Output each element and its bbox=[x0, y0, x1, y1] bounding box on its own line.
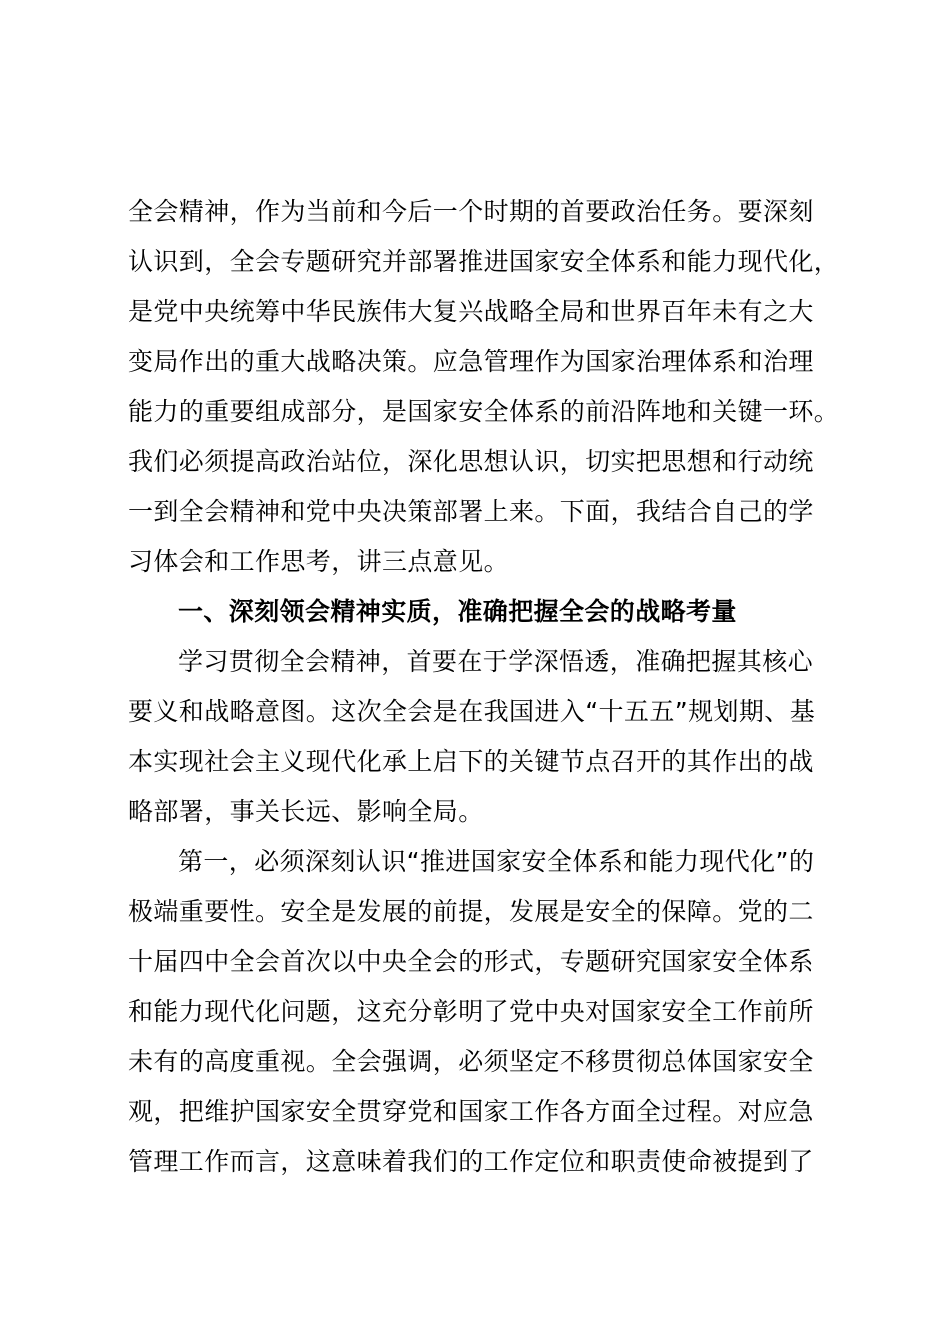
paragraph-line: 全会精神，作为当前和今后一个时期的首要政治任务。要深刻 bbox=[128, 197, 814, 226]
paragraph-line: 学习贯彻全会精神，首要在于学深悟透，准确把握其核心 bbox=[178, 647, 814, 676]
paragraph-line: 能力的重要组成部分，是国家安全体系的前沿阵地和关键一环。 bbox=[128, 397, 840, 426]
paragraph-line: 认识到，全会专题研究并部署推进国家安全体系和能力现代化， bbox=[128, 247, 840, 276]
paragraph-line: 极端重要性。安全是发展的前提，发展是安全的保障。党的二 bbox=[128, 897, 814, 926]
paragraph-line: 本实现社会主义现代化承上启下的关键节点召开的其作出的战 bbox=[128, 747, 814, 776]
paragraph-line: 十届四中全会首次以中央全会的形式，专题研究国家安全体系 bbox=[128, 947, 814, 976]
paragraph-line: 我们必须提高政治站位，深化思想认识，切实把思想和行动统 bbox=[128, 447, 814, 476]
paragraph-line: 习体会和工作思考，讲三点意见。 bbox=[128, 547, 510, 576]
paragraph-line: 第一，必须深刻认识“推进国家安全体系和能力现代化”的 bbox=[178, 847, 815, 876]
paragraph-line: 管理工作而言，这意味着我们的工作定位和职责使命被提到了 bbox=[128, 1147, 814, 1176]
paragraph-line: 略部署，事关长远、影响全局。 bbox=[128, 797, 484, 826]
paragraph-line: 变局作出的重大战略决策。应急管理作为国家治理体系和治理 bbox=[128, 347, 814, 376]
paragraph-line: 一到全会精神和党中央决策部署上来。下面，我结合自己的学 bbox=[128, 497, 814, 526]
section-heading: 一、深刻领会精神实质，准确把握全会的战略考量 bbox=[178, 597, 737, 626]
paragraph-line: 和能力现代化问题，这充分彰明了党中央对国家安全工作前所 bbox=[128, 997, 814, 1026]
paragraph-line: 观，把维护国家安全贯穿党和国家工作各方面全过程。对应急 bbox=[128, 1097, 814, 1126]
paragraph-line: 是党中央统筹中华民族伟大复兴战略全局和世界百年未有之大 bbox=[128, 297, 814, 326]
paragraph-line: 未有的高度重视。全会强调，必须坚定不移贯彻总体国家安全 bbox=[128, 1047, 814, 1076]
paragraph-line: 要义和战略意图。这次全会是在我国进入“十五五”规划期、基 bbox=[128, 697, 816, 726]
